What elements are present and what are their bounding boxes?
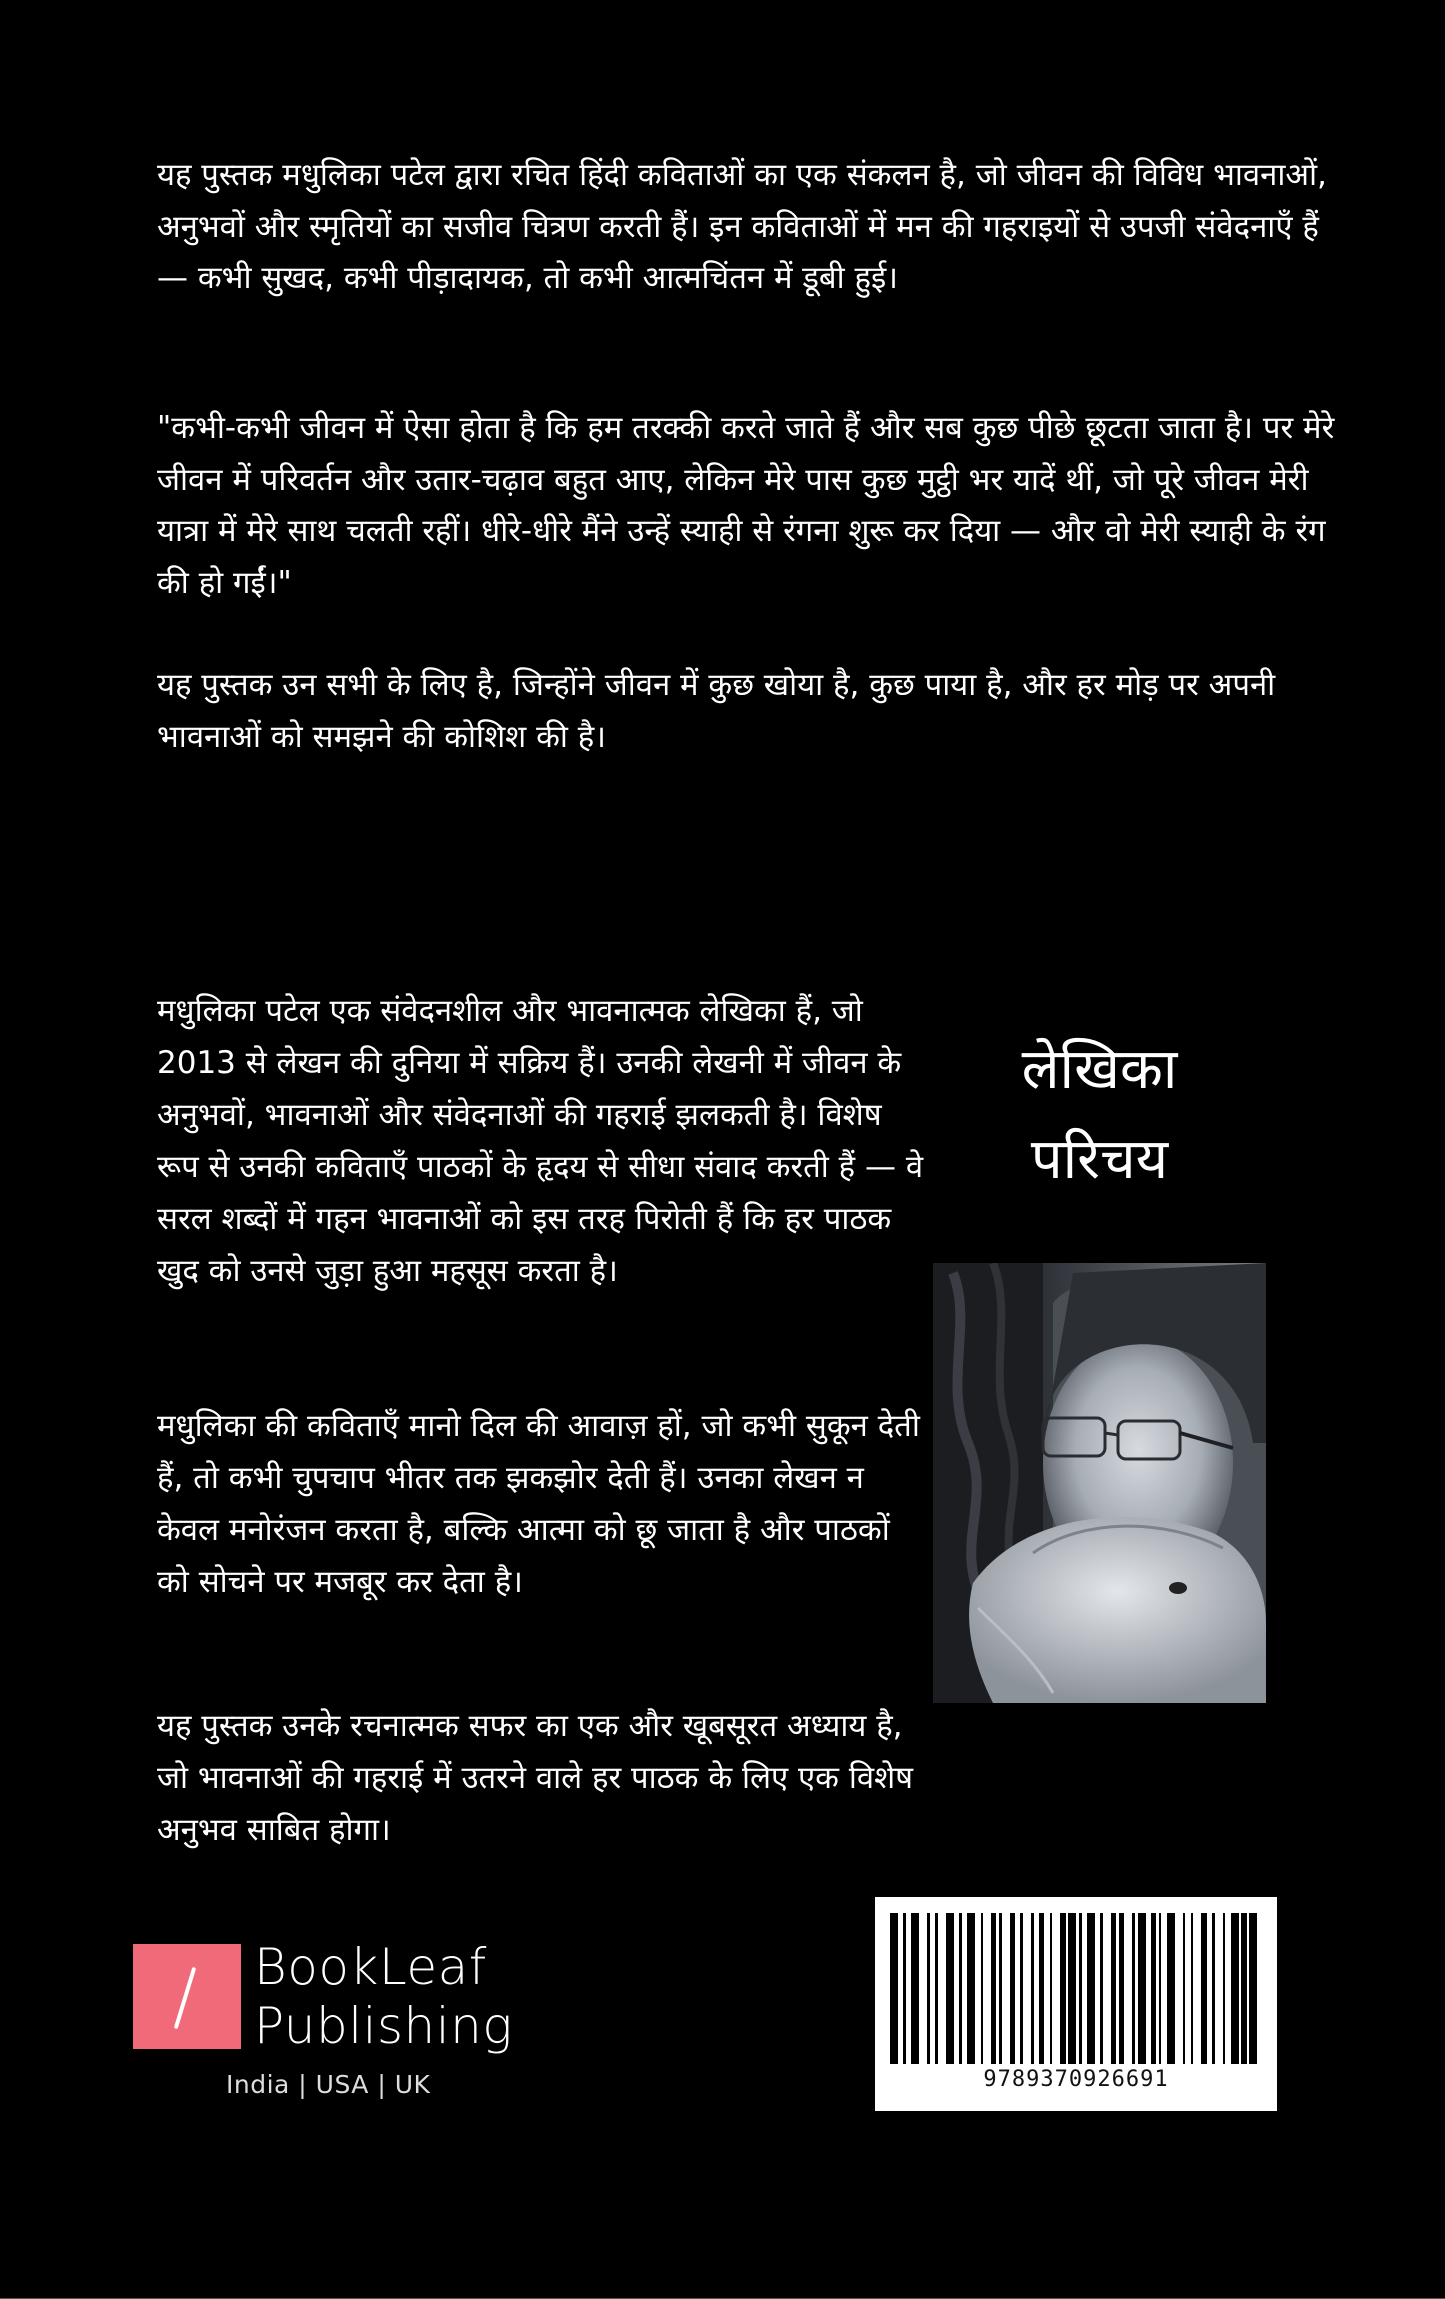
barcode-bars [890, 1913, 1263, 2064]
author-bio-paragraph-2: मधुलिका की कविताएँ मानो दिल की आवाज़ हों, जो कभी सुकून देती हैं, तो कभी चुपचाप भीतर तक झकझोर देती हैं। उनका लेखन न केवल मनोरंजन करता है, बल्कि आत्मा को छू जाता है और पाठकों को सोचने पर मजबूर कर देता है। [157, 1408, 920, 1600]
author-photo [933, 1263, 1266, 1703]
author-photo-illustration [933, 1263, 1266, 1703]
isbn-barcode [875, 1897, 1277, 2111]
publisher-regions: India | USA | UK [226, 2070, 431, 2099]
author-bio-paragraph-3: यह पुस्तक उनके रचनात्मक सफर का एक और खूबसूरत अध्याय है, जो भावनाओं की गहराई में उतरने वाले हर पाठक के लिए एक विशेष अनुभव साबित होगा। [157, 1708, 914, 1848]
heading-line-1: लेखिका [1021, 1037, 1178, 1102]
heading-line-2: परिचय [1030, 1127, 1169, 1192]
blurb-paragraph-3: यह पुस्तक उन सभी के लिए है, जिन्होंने जीवन में कुछ खोया है, कुछ पाया है, और हर मोड़ पर अपनी भावनाओं को समझने की कोशिश की है। [157, 667, 1276, 755]
blurb-paragraph-1: यह पुस्तक मधुलिका पटेल द्वारा रचित हिंदी कविताओं का एक संकलन है, जो जीवन की विविध भावनाओं, अनुभवों और स्मृतियों का सजीव चित्रण करती हैं। इन कविताओं में मन की गहराइयों से उपजी संवेदनाएँ हैं — कभी सुखद, कभी पीड़ादायक, तो कभी आत्मचिंतन में डूबी हुई। [157, 157, 1327, 296]
slash-icon [174, 1967, 197, 2029]
author-intro-heading [933, 1025, 1266, 1205]
publisher-name-line-1: BookLeaf [254, 1938, 487, 1996]
author-bio-paragraph-1: मधुलिका पटेल एक संवेदनशील और भावनात्मक लेखिका हैं, जो 2013 से लेखन की दुनिया में सक्रिय हैं। उनकी लेखनी में जीवन के अनुभवों, भावनाओं और संवेदनाओं की गहराई झलकती है। विशेष रूप से उनकी कविताएँ पाठकों के हृदय से सीधा संवाद करती हैं — वे सरल शब्दों में गहन भावनाओं को इस तरह पिरोती हैं कि हर पाठक खुद को उनसे जुड़ा हुआ महसूस करता है। [157, 993, 924, 1289]
publisher-logo [133, 1944, 241, 2049]
blurb-quote-paragraph: "कभी-कभी जीवन में ऐसा होता है कि हम तरक्की करते जाते हैं और सब कुछ पीछे छूटता जाता है। पर मेरे जीवन में परिवर्तन और उतार-चढ़ाव बहुत आए, लेकिन मेरे पास कुछ मुट्ठी भर यादें थीं, जो पूरे जीवन मेरी यात्रा में मेरे साथ चलती रहीं। धीरे-धीरे मैंने उन्हें स्याही से रंगना शुरू कर दिया — और वो मेरी स्याही के रंग की हो गईं।" [157, 410, 1335, 601]
isbn-number: 9789370926691 [983, 2067, 1169, 2092]
publisher-name-line-2: Publishing [254, 1997, 513, 2055]
